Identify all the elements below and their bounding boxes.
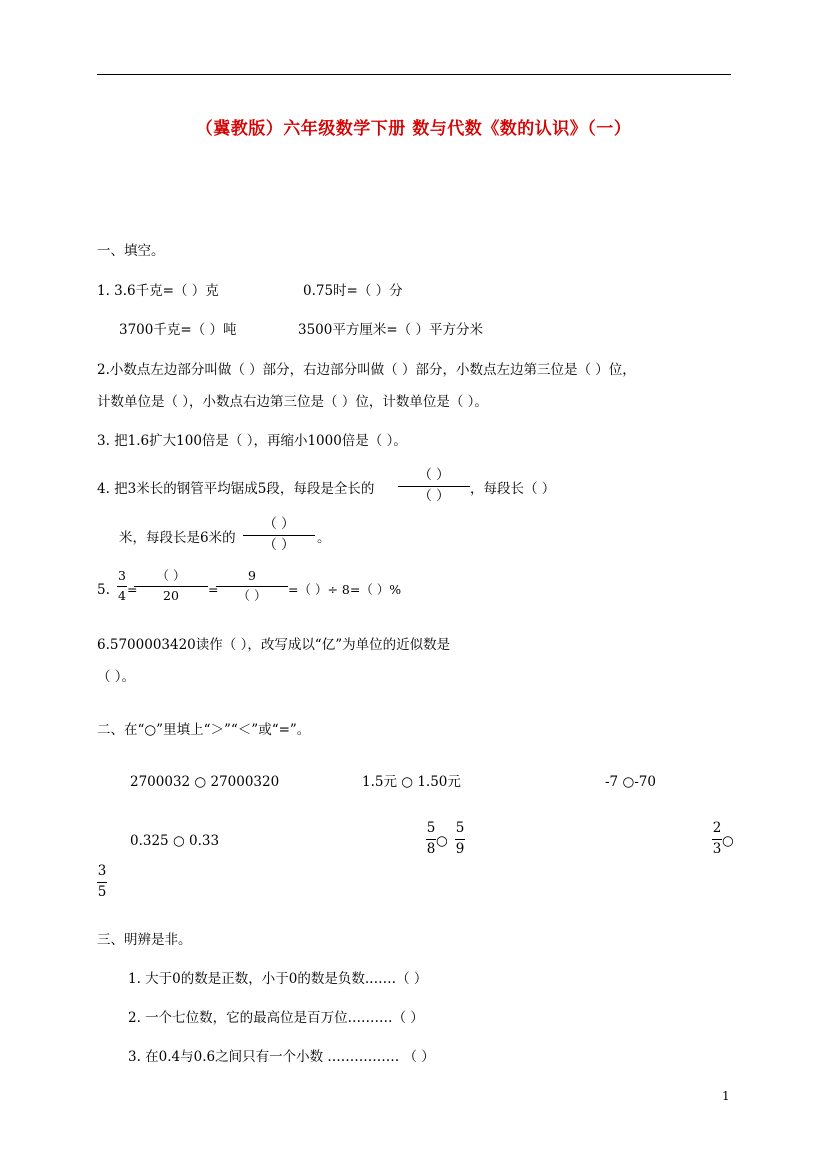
compare-1: 2700032 ○ 27000320 — [130, 774, 280, 790]
compare-5-fraction-2-denominator: 9 — [455, 841, 465, 857]
q4-fraction-1-numerator: （ ） — [418, 467, 450, 483]
fraction-bar — [243, 535, 315, 536]
q1-part-b: 0.75时=（ ）分 — [303, 283, 403, 299]
q5-fraction-1 — [117, 570, 127, 603]
compare-5-fraction-1 — [426, 822, 436, 857]
fraction-bar — [398, 486, 470, 487]
header-rule — [97, 74, 731, 75]
compare-5-fraction-2-numerator: 5 — [455, 820, 465, 836]
fraction-bar — [134, 586, 208, 587]
q5-fraction-2-numerator: （ ） — [156, 568, 186, 583]
q4-fraction-1 — [398, 469, 470, 504]
fraction-bar — [455, 839, 465, 840]
compare-6-circle: ○ — [722, 833, 734, 849]
q5-fraction-1-numerator: 3 — [118, 568, 126, 583]
page-number: 1 — [722, 1089, 730, 1103]
compare-5-fraction-2 — [455, 822, 465, 857]
q5-fraction-2 — [134, 570, 208, 603]
section-1-heading: 一、填空。 — [97, 243, 165, 259]
equals-sign: = — [127, 582, 138, 597]
q3: 3. 把1.6扩大100倍是（ ），再缩小1000倍是（ ）。 — [97, 433, 407, 449]
true-false-item-3: 3. 在0.4与0.6之间只有一个小数 .…………… （ ） — [128, 1049, 435, 1065]
q4-fraction-2-numerator: （ ） — [263, 516, 295, 532]
q6-line-2: （ ）。 — [97, 669, 136, 685]
compare-3: -7 ○-70 — [605, 774, 656, 790]
true-false-item-1: 1. 大于0的数是正数，小于0的数是负数.……（ ） — [128, 971, 428, 987]
section-2-heading: 二、在“○”里填上“＞”“＜”或“=”。 — [97, 722, 311, 738]
q5-fraction-3 — [216, 570, 288, 603]
compare-5-fraction-1-denominator: 8 — [426, 841, 436, 857]
q5-fraction-3-numerator: 9 — [248, 568, 256, 583]
true-false-item-2: 2. 一个七位数，它的最高位是百万位.………（ ） — [128, 1010, 424, 1026]
fraction-bar — [426, 839, 436, 840]
q1-part-c: 3700千克=（ ）吨 — [119, 322, 237, 338]
document-title: （冀教版）六年级数学下册 数与代数《数的认识》（一） — [195, 119, 632, 139]
compare-6-fraction-2-numerator: 3 — [97, 863, 107, 879]
q4-text-after: ，每段长（ ） — [470, 481, 556, 497]
q1-part-a: 1. 3.6千克=（ ）克 — [97, 283, 219, 299]
q4-fraction-1-denominator: （ ） — [418, 488, 450, 504]
fraction-bar — [216, 586, 288, 587]
compare-6-fraction-1 — [712, 822, 722, 857]
compare-6-fraction-2-denominator: 5 — [97, 884, 107, 900]
q5-fraction-2-denominator: 20 — [163, 588, 179, 603]
q5-fraction-3-denominator: （ ） — [237, 588, 267, 603]
fraction-bar — [117, 586, 127, 587]
equals-sign: = — [208, 582, 219, 597]
q2-line-1: 2.小数点左边部分叫做（ ）部分，右边部分叫做（ ）部分，小数点左边第三位是（ ）位， — [97, 362, 636, 378]
section-3-heading: 三、明辨是非。 — [97, 932, 192, 948]
fraction-bar — [712, 839, 722, 840]
q4-fraction-2 — [243, 518, 315, 553]
q5-fraction-1-denominator: 4 — [118, 588, 126, 603]
q6-line-1: 6.5700003420读作（ ），改写成以“亿”为单位的近似数是 — [97, 637, 451, 653]
compare-5-circle: ○ — [436, 833, 448, 849]
compare-6-fraction-2 — [97, 865, 107, 900]
q1-part-d: 3500平方厘米=（ ）平方分米 — [298, 322, 483, 338]
q4-text-before: 4. 把3米长的钢管平均锯成5段，每段是全长的 — [97, 481, 375, 497]
compare-5-fraction-1-numerator: 5 — [426, 820, 436, 836]
compare-6-fraction-1-denominator: 3 — [712, 841, 722, 857]
q4-fraction-2-denominator: （ ） — [263, 537, 295, 553]
compare-4: 0.325 ○ 0.33 — [130, 833, 220, 849]
q5-tail: =（ ）÷ 8=（ ）% — [288, 582, 402, 597]
compare-6-fraction-1-numerator: 2 — [712, 820, 722, 836]
q5-prefix: 5. — [97, 582, 110, 598]
q4-line-2-before: 米，每段长是6米的 — [119, 530, 236, 546]
compare-2: 1.5元 ○ 1.50元 — [362, 774, 461, 790]
q2-line-2: 计数单位是（ ），小数点右边第三位是（ ）位，计数单位是（ ）。 — [97, 394, 488, 410]
fraction-bar — [97, 882, 107, 883]
q4-line-2-after: 。 — [317, 530, 331, 546]
